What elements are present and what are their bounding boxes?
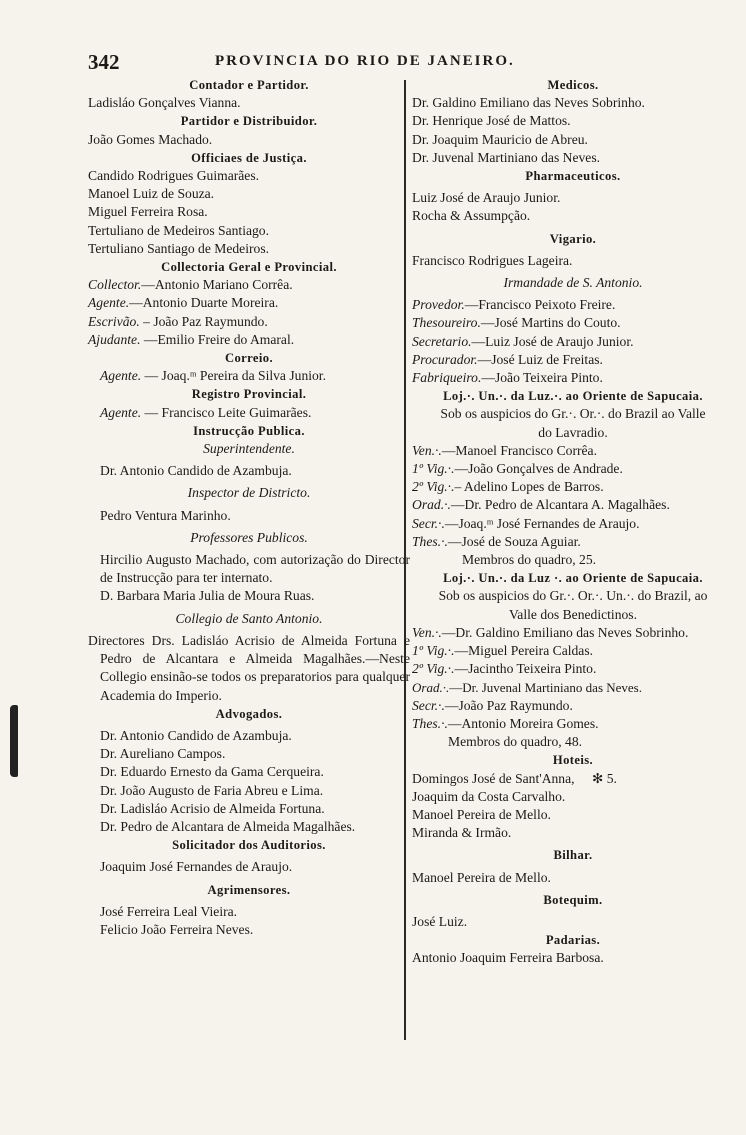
entry-role: Agente. <box>100 368 142 384</box>
entry <box>412 460 734 478</box>
entry: Dr. Juvenal Martiniano das Neves. <box>412 149 601 165</box>
entry-name: —Emilio Freire do Amaral. <box>140 331 295 347</box>
entry-role: Ven.·. <box>412 624 442 640</box>
entry: Felicio João Ferreira Neves. <box>100 921 254 937</box>
entry: Miguel Ferreira Rosa. <box>88 204 208 220</box>
section-heading: Pharmaceuticos. <box>525 169 621 184</box>
entry-name: – Adelino Lopes de Barros. <box>454 479 604 495</box>
entry-name: —Miguel Pereira Caldas. <box>454 643 594 659</box>
members-count: Membros do quadro, 48. <box>448 734 583 750</box>
entry: Dr. Aureliano Campos. <box>100 746 226 762</box>
entry-name: —Francisco Peixoto Freire. <box>464 297 616 313</box>
entry: Dr. Ladisláo Acrisio de Almeida Fortuna. <box>100 800 325 816</box>
auspices-note: Sob os auspicios do Gr.·. Or.·. Un.·. do Brazil, ao Valle dos Benedictinos. <box>438 588 708 622</box>
entry-paragraph: Directores Drs. Ladisláo Acrisio de Almeida Fortuna e Pedro de Alcantara e Almeida Magalhães.—Neste Collegio ensinão-se todos os preparatorios para qualquer Academia do Imperio. <box>88 632 410 703</box>
subsection-heading: Irmandade de S. Antonio. <box>503 275 643 291</box>
entry <box>412 314 734 332</box>
entry <box>412 333 734 351</box>
entry-name: —Dr. Juvenal Martiniano das Neves. <box>449 679 642 695</box>
entry-role: Secretario. <box>412 333 472 349</box>
entry <box>412 296 734 314</box>
subsection-heading: Inspector de Districto. <box>187 485 311 501</box>
margin-mark <box>10 705 18 777</box>
entry-name: —Jacintho Teixeira Pinto. <box>454 661 597 677</box>
entry <box>88 404 410 422</box>
entry: José Ferreira Leal Vieira. <box>100 903 238 919</box>
entry-role: 2º Vig.·. <box>412 479 455 495</box>
entry: Joaquim José Fernandes de Araujo. <box>100 859 293 875</box>
entry-name: —João Teixeira Pinto. <box>481 370 603 386</box>
entry: Candido Rodrigues Guimarães. <box>88 168 260 184</box>
entry-role: 1º Vig.·. <box>412 643 455 659</box>
section-heading: Collectoria Geral e Provincial. <box>161 260 337 275</box>
entry: Rocha & Assumpção. <box>412 208 531 224</box>
entry <box>412 697 734 715</box>
section-heading: Loj.·. Un.·. da Luz.·. ao Oriente de Sapucaia. <box>443 389 703 404</box>
page-number: 342 <box>88 50 120 74</box>
section-heading: Loj.·. Un.·. da Luz ·. ao Oriente de Sapucaia. <box>443 571 703 586</box>
entry <box>412 496 734 514</box>
entry: Dr. Eduardo Ernesto da Gama Cerqueira. <box>100 764 324 780</box>
running-head-title: PROVINCIA DO RIO DE JANEIRO. <box>215 53 515 69</box>
entry: Antonio Joaquim Ferreira Barbosa. <box>412 950 604 966</box>
entry: Manoel Pereira de Mello. <box>412 869 551 885</box>
entry <box>88 367 410 385</box>
entry-role: Orad.·. <box>412 679 450 695</box>
entry-name: — Francisco Leite Guimarães. <box>141 404 312 420</box>
entry: Tertuliano de Medeiros Santiago. <box>88 222 270 238</box>
left-column <box>88 76 410 939</box>
entry-role: Agente. <box>88 295 130 311</box>
entry-name: —Joaq.ᵐ José Fernandes de Araujo. <box>444 515 640 531</box>
entry-name: —José Martins do Couto. <box>480 315 621 331</box>
section-heading: Padarias. <box>545 933 601 948</box>
entry: Tertuliano Santiago de Medeiros. <box>88 240 270 256</box>
entry-role: Orad.·. <box>412 497 451 513</box>
section-heading: Bilhar. <box>553 848 593 863</box>
entry: Dr. Joaquim Mauricio de Abreu. <box>412 131 588 147</box>
entry-role: Fabriqueiro. <box>412 370 482 386</box>
entry-name: —José de Souza Aguiar. <box>447 533 581 549</box>
entry-name: — Joaq.ᵐ Pereira da Silva Junior. <box>141 368 326 384</box>
entry-role: Thes.·. <box>412 533 448 549</box>
entry-name: —Antonio Duarte Moreira. <box>129 295 279 311</box>
entry-name: —Antonio Moreira Gomes. <box>447 715 599 731</box>
entry <box>412 515 734 533</box>
entry: Dr. Antonio Candido de Azambuja. <box>100 727 292 743</box>
entry-role: Ven.·. <box>412 442 442 458</box>
auspices-note: Sob os auspicios do Gr.·. Or.·. do Brazil ao Valle do Lavradio. <box>440 406 706 440</box>
section-heading: Agrimensores. <box>207 882 291 897</box>
entry: José Luiz. <box>412 913 468 929</box>
entry <box>412 351 734 369</box>
entry: Dr. João Augusto de Faria Abreu e Lima. <box>100 782 324 798</box>
entry-role: Thesoureiro. <box>412 315 481 331</box>
entry: Dr. Galdino Emiliano das Neves Sobrinho. <box>412 95 645 111</box>
entry-name: —João Paz Raymundo. <box>444 697 573 713</box>
entry-role: Agente. <box>100 404 142 420</box>
section-heading: Hoteis. <box>552 753 594 768</box>
entry <box>88 276 410 294</box>
section-heading: Officiaes de Justiça. <box>191 150 307 165</box>
entry-role: Collector. <box>88 277 142 293</box>
entry-role: Provedor. <box>412 297 465 313</box>
entry <box>88 331 410 349</box>
entry: Dr. Pedro de Alcantara de Almeida Magalhães. <box>100 818 356 834</box>
entry-role: Thes.·. <box>412 715 448 731</box>
section-heading: Vigario. <box>549 231 597 246</box>
section-heading: Registro Provincial. <box>191 387 307 402</box>
entry-name: —José Luiz de Freitas. <box>477 351 603 367</box>
entry-role: 1º Vig.·. <box>412 461 455 477</box>
subsection-heading: Collegio de Santo Antonio. <box>175 610 323 626</box>
members-count: Membros do quadro, 25. <box>462 552 597 568</box>
entry <box>412 679 734 697</box>
entry-name: —Dr. Galdino Emiliano das Neves Sobrinho. <box>441 624 689 640</box>
entry <box>412 715 734 733</box>
entry <box>412 478 734 496</box>
entry <box>412 770 734 788</box>
entry <box>412 369 734 387</box>
entry-role: 2º Vig.·. <box>412 661 455 677</box>
entry <box>412 533 734 551</box>
entry <box>88 294 410 312</box>
section-heading: Medicos. <box>547 78 599 92</box>
entry <box>412 442 734 460</box>
entry: Miranda & Irmão. <box>412 825 512 841</box>
section-heading: Botequim. <box>543 892 603 907</box>
subsection-heading: Superintendente. <box>203 441 295 457</box>
entry: Manoel Luiz de Souza. <box>88 186 215 202</box>
entry-role: Secr.·. <box>412 697 445 713</box>
entry-role: Procurador. <box>412 351 478 367</box>
entry-name: —Luiz José de Araujo Junior. <box>471 333 634 349</box>
entry: Ladisláo Gonçalves Vianna. <box>88 95 241 111</box>
entry-name: —Antonio Mariano Corrêa. <box>141 277 293 293</box>
entry <box>412 642 734 660</box>
entry-name: —Manoel Francisco Corrêa. <box>441 442 597 458</box>
entry <box>88 313 410 331</box>
section-heading: Solicitador dos Auditorios. <box>172 838 326 853</box>
entry: Pedro Ventura Marinho. <box>100 507 231 523</box>
hotel-mark-icon: ✻ 5. <box>591 770 617 786</box>
entry: Dr. Antonio Candido de Azambuja. <box>100 463 292 479</box>
section-heading: Correio. <box>224 351 274 366</box>
entry <box>412 624 734 642</box>
entry: Manoel Pereira de Mello. <box>412 806 551 822</box>
entry: Luiz José de Araujo Junior. <box>412 190 561 206</box>
section-heading: Instrucção Publica. <box>193 423 305 438</box>
entry: Dr. Henrique José de Mattos. <box>412 113 571 129</box>
entry: Joaquim da Costa Carvalho. <box>412 788 566 804</box>
entry: Francisco Rodrigues Lageira. <box>412 252 573 268</box>
entry-role: Secr.·. <box>412 515 445 531</box>
entry-role: Escrivão. <box>88 313 140 329</box>
entry-name: – João Paz Raymundo. <box>139 313 268 329</box>
entry: D. Barbara Maria Julia de Moura Ruas. <box>100 588 315 604</box>
right-column <box>412 76 734 968</box>
entry-name: —Dr. Pedro de Alcantara A. Magalhães. <box>450 497 670 513</box>
entry-name: Domingos José de Sant'Anna, <box>412 770 575 786</box>
entry <box>412 660 734 678</box>
section-heading: Advogados. <box>215 706 283 721</box>
entry-role: Ajudante. <box>88 331 141 347</box>
entry-paragraph: Hircilio Augusto Machado, com autorização do Director de Instrucção para ter internato. <box>100 552 410 586</box>
entry: João Gomes Machado. <box>88 131 213 147</box>
entry-name: —João Gonçalves de Andrade. <box>454 461 623 477</box>
section-heading: Contador e Partidor. <box>189 78 309 92</box>
section-heading: Partidor e Distribuidor. <box>180 114 318 129</box>
subsection-heading: Professores Publicos. <box>190 529 308 545</box>
